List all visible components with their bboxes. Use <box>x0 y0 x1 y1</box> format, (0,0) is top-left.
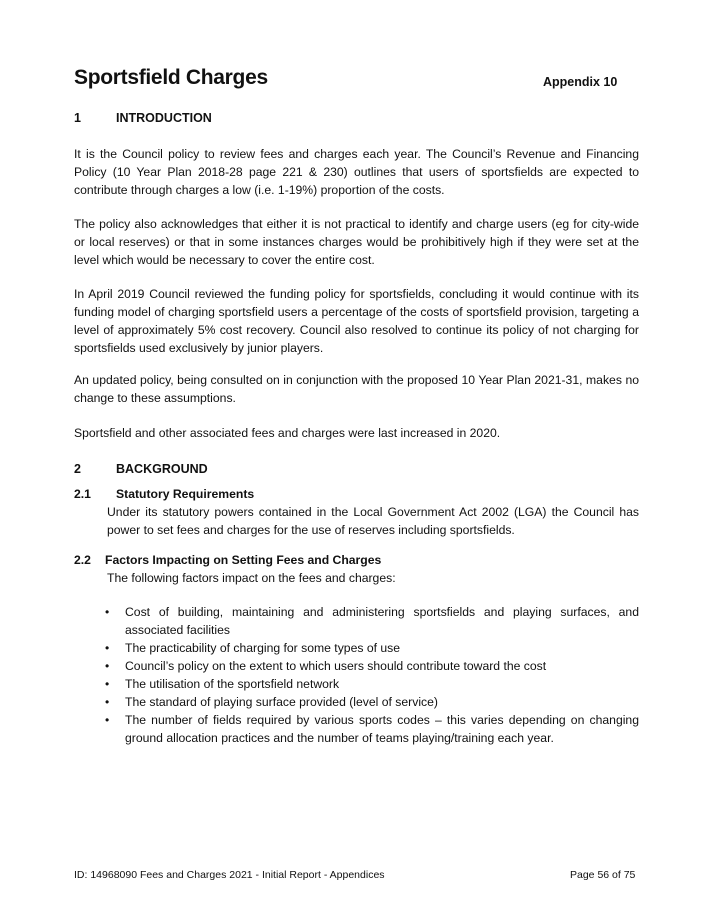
list-item <box>105 693 639 711</box>
intro-paragraph-3: In April 2019 Council reviewed the funding policy for sportsfields, concluding it would continue with its funding model of charging sportsfield users a percentage of the costs of sportsfield provision, targeting a level of approximately 5% cost recovery. Council also resolved to continue its policy of not charging for sportsfields used exclusively by junior players. <box>74 287 639 355</box>
page-title: Sportsfield Charges <box>74 66 268 89</box>
list-item <box>105 603 639 639</box>
bullet-icon: • <box>105 605 110 619</box>
intro-paragraph-1: It is the Council policy to review fees and charges each year. The Council’s Revenue and Financing Policy (10 Year Plan 2018-28 page 221 & 230) outlines that users of sportsfields are expected to contribute through charges a low (i.e. 1-19%) proportion of the costs. <box>74 147 639 197</box>
intro-paragraph-4: An updated policy, being consulted on in conjunction with the proposed 10 Year Plan 2021-31, makes no change to these assumptions. <box>74 373 639 405</box>
subsection-2-2-heading <box>74 553 381 567</box>
list-item <box>105 711 639 747</box>
footer-document-id: ID: 14968090 Fees and Charges 2021 - Initial Report - Appendices <box>74 869 385 881</box>
bullet-icon: • <box>105 677 110 691</box>
factors-list <box>105 603 639 747</box>
list-item-text: The practicability of charging for some types of use <box>125 641 401 655</box>
subsection-2-2-number: 2.2 <box>74 553 91 567</box>
section-1-number: 1 <box>74 111 81 125</box>
bullet-icon: • <box>105 641 110 655</box>
list-item-text: The utilisation of the sportsfield network <box>125 677 340 691</box>
list-item-text: Council’s policy on the extent to which users should contribute toward the cost <box>125 659 547 673</box>
subsection-2-1-number: 2.1 <box>74 487 91 501</box>
section-2-number: 2 <box>74 462 81 476</box>
bullet-icon: • <box>105 659 110 673</box>
list-item-text: Cost of building, maintaining and administering sportsfields and playing surfaces, and associated facilities <box>125 605 639 637</box>
list-item <box>105 675 639 693</box>
footer-page-number: Page 56 of 75 <box>570 869 636 881</box>
subsection-2-1-title: Statutory Requirements <box>116 487 255 501</box>
section-2-title: BACKGROUND <box>116 462 208 476</box>
list-item-text: The standard of playing surface provided (level of service) <box>125 695 438 709</box>
list-item-text: The number of fields required by various sports codes – this varies depending on changing ground allocation practices and the number of teams playing/training each year. <box>125 713 639 745</box>
section-1-title: INTRODUCTION <box>116 111 212 125</box>
list-item <box>105 639 639 657</box>
subsection-2-1-heading <box>74 487 254 501</box>
subsection-2-2-title: Factors Impacting on Setting Fees and Charges <box>105 553 382 567</box>
subsection-2-1-text: Under its statutory powers contained in the Local Government Act 2002 (LGA) the Council has power to set fees and charges for the use of reserves including sportsfields. <box>107 505 639 537</box>
intro-paragraph-5: Sportsfield and other associated fees and charges were last increased in 2020. <box>74 426 501 440</box>
subsection-2-2-intro: The following factors impact on the fees and charges: <box>107 571 396 585</box>
intro-paragraph-2: The policy also acknowledges that either it is not practical to identify and charge users (eg for city-wide or local reserves) or that in some instances charges would be prohibitively high if they were set at the level which would be necessary to cover the entire cost. <box>74 217 639 267</box>
section-1-heading <box>74 111 212 125</box>
bullet-icon: • <box>105 695 110 709</box>
bullet-icon: • <box>105 713 110 727</box>
section-2-heading <box>74 462 208 476</box>
appendix-label: Appendix 10 <box>543 75 618 89</box>
list-item <box>105 657 639 675</box>
